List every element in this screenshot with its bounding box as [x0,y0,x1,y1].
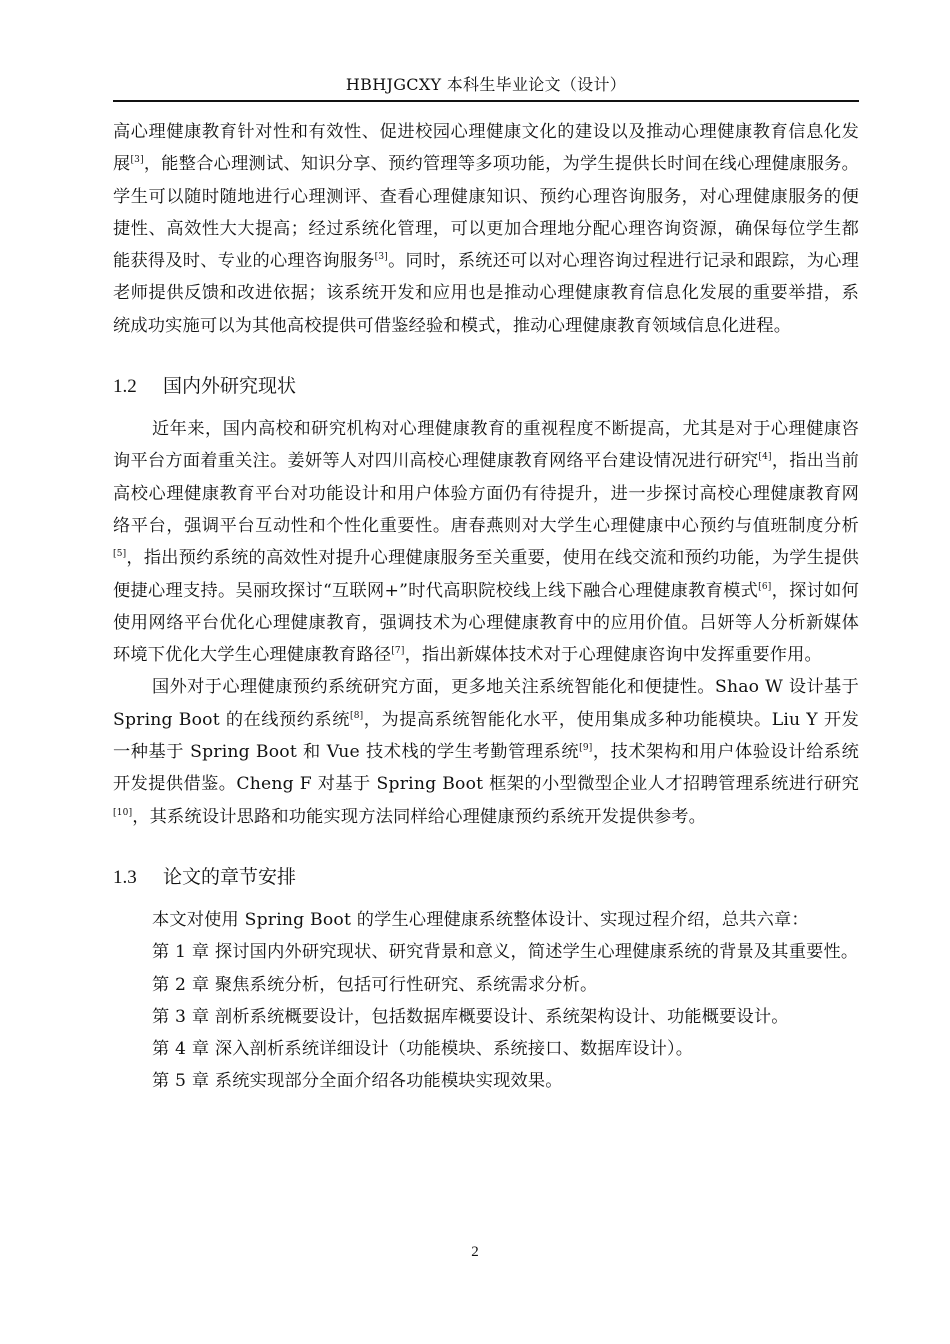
citation: [4] [758,452,772,463]
section-title: 论文的章节安排 [163,865,297,888]
citation: [10] [113,807,133,818]
text-run: ，指出新媒体技术对于心理健康咨询中发挥重要作用。 [404,645,822,666]
text-run: ，指出当前高校心理健康教育平台对功能设计和用户体验方面仍有待提升，进一步探讨高校心理健康教育网络平台，强调平台互动性和个性化重要性。唐春燕则对大学生心理健康中心预约与值班制度分析 [113,451,859,536]
citation: [3] [130,155,144,166]
chapter-1-summary: 第 1 章 探讨国内外研究现状、研究背景和意义，简述学生心理健康系统的背景及其重要性。 [152,942,859,963]
section-number: 1.3 [113,866,137,888]
page-number: 2 [471,1244,479,1260]
paragraph-domestic-research [113,413,859,671]
section-number: 1.2 [113,376,137,398]
citation: [5] [113,549,127,560]
chapter-2-summary: 第 2 章 聚焦系统分析，包括可行性研究、系统需求分析。 [152,974,598,995]
text-run: 近年来，国内高校和研究机构对心理健康教育的重视程度不断提高，尤其是对于心理健康咨询平台方面着重关注。姜妍等人对四川高校心理健康教育网络平台建设情况进行研究 [113,419,859,472]
citation: [8] [350,710,364,721]
text-run: 国外对于心理健康预约系统研究方面，更多地关注系统智能化和便捷性。Shao W 设计基于 Spring Boot 的在线预约系统 [113,677,859,730]
running-header: HBHJGCXY 本科生毕业论文（设计） [345,75,627,94]
text-run: ，探讨如何使用网络平台优化心理健康教育，强调技术为心理健康教育中的应用价值。吕妍等人分析新媒体环境下优化大学生心理健康教育路径 [113,580,859,666]
chapter-overview: 本文对使用 Spring Boot 的学生心理健康系统整体设计、实现过程介绍，总共六章： [152,909,809,930]
paragraph-intro [113,116,859,342]
section-heading-1-2 [113,373,859,400]
chapter-5-summary: 第 5 章 系统实现部分全面介绍各功能模块实现效果。 [152,1071,563,1092]
citation: [6] [758,581,772,592]
chapter-4-summary: 第 4 章 深入剖析系统详细设计（功能模块、系统接口、数据库设计）。 [152,1039,694,1060]
text-run: 高心理健康教育针对性和有效性、促进校园心理健康文化的建设以及推动心理健康教育信息化发展 [113,122,859,175]
text-run: ，技术架构和用户体验设计给系统开发提供借鉴。Cheng F 对基于 Spring Boot 框架的小型微型企业人才招聘管理系统进行研究 [113,742,859,795]
page-body [113,116,859,1098]
citation: [7] [391,646,405,657]
section-title: 国内外研究现状 [163,375,297,398]
citation: [9] [579,743,593,754]
chapter-3-summary: 第 3 章 剖析系统概要设计，包括数据库概要设计、系统架构设计、功能概要设计。 [152,1006,789,1027]
text-run: ，能整合心理测试、知识分享、预约管理等多项功能，为学生提供长时间在线心理健康服务。学生可以随时随地进行心理测评、查看心理健康知识、预约心理咨询服务，对心理健康服务的便捷性、高效性大大提高；经过系统化管理，可以更加合理地分配心理咨询资源，确保每位学生都能获得及时、专业的心理咨询服务 [113,154,859,272]
section-heading-1-3 [113,864,859,891]
paragraph-foreign-research [113,671,859,832]
header-rule [113,100,859,102]
text-run: 。同时，系统还可以对心理咨询过程进行记录和跟踪，为心理老师提供反馈和改进依据；该系统开发和应用也是推动心理健康教育信息化发展的重要举措，系统成功实施可以为其他高校提供可借鉴经验和模式，推动心理健康教育领域信息化进程。 [113,251,859,336]
citation: [3] [374,252,389,263]
text-run: ，指出预约系统的高效性对提升心理健康服务至关重要，使用在线交流和预约功能，为学生提供便捷心理支持。吴丽玫探讨“互联网+”时代高职院校线上线下融合心理健康教育模式 [113,548,859,601]
text-run: ，其系统设计思路和功能实现方法同样给心理健康预约系统开发提供参考。 [132,806,707,827]
text-run: ，为提高系统智能化水平，使用集成多种功能模块。Liu Y 开发一种基于 Spring Boot 和 Vue 技术栈的学生考勤管理系统 [113,709,859,763]
